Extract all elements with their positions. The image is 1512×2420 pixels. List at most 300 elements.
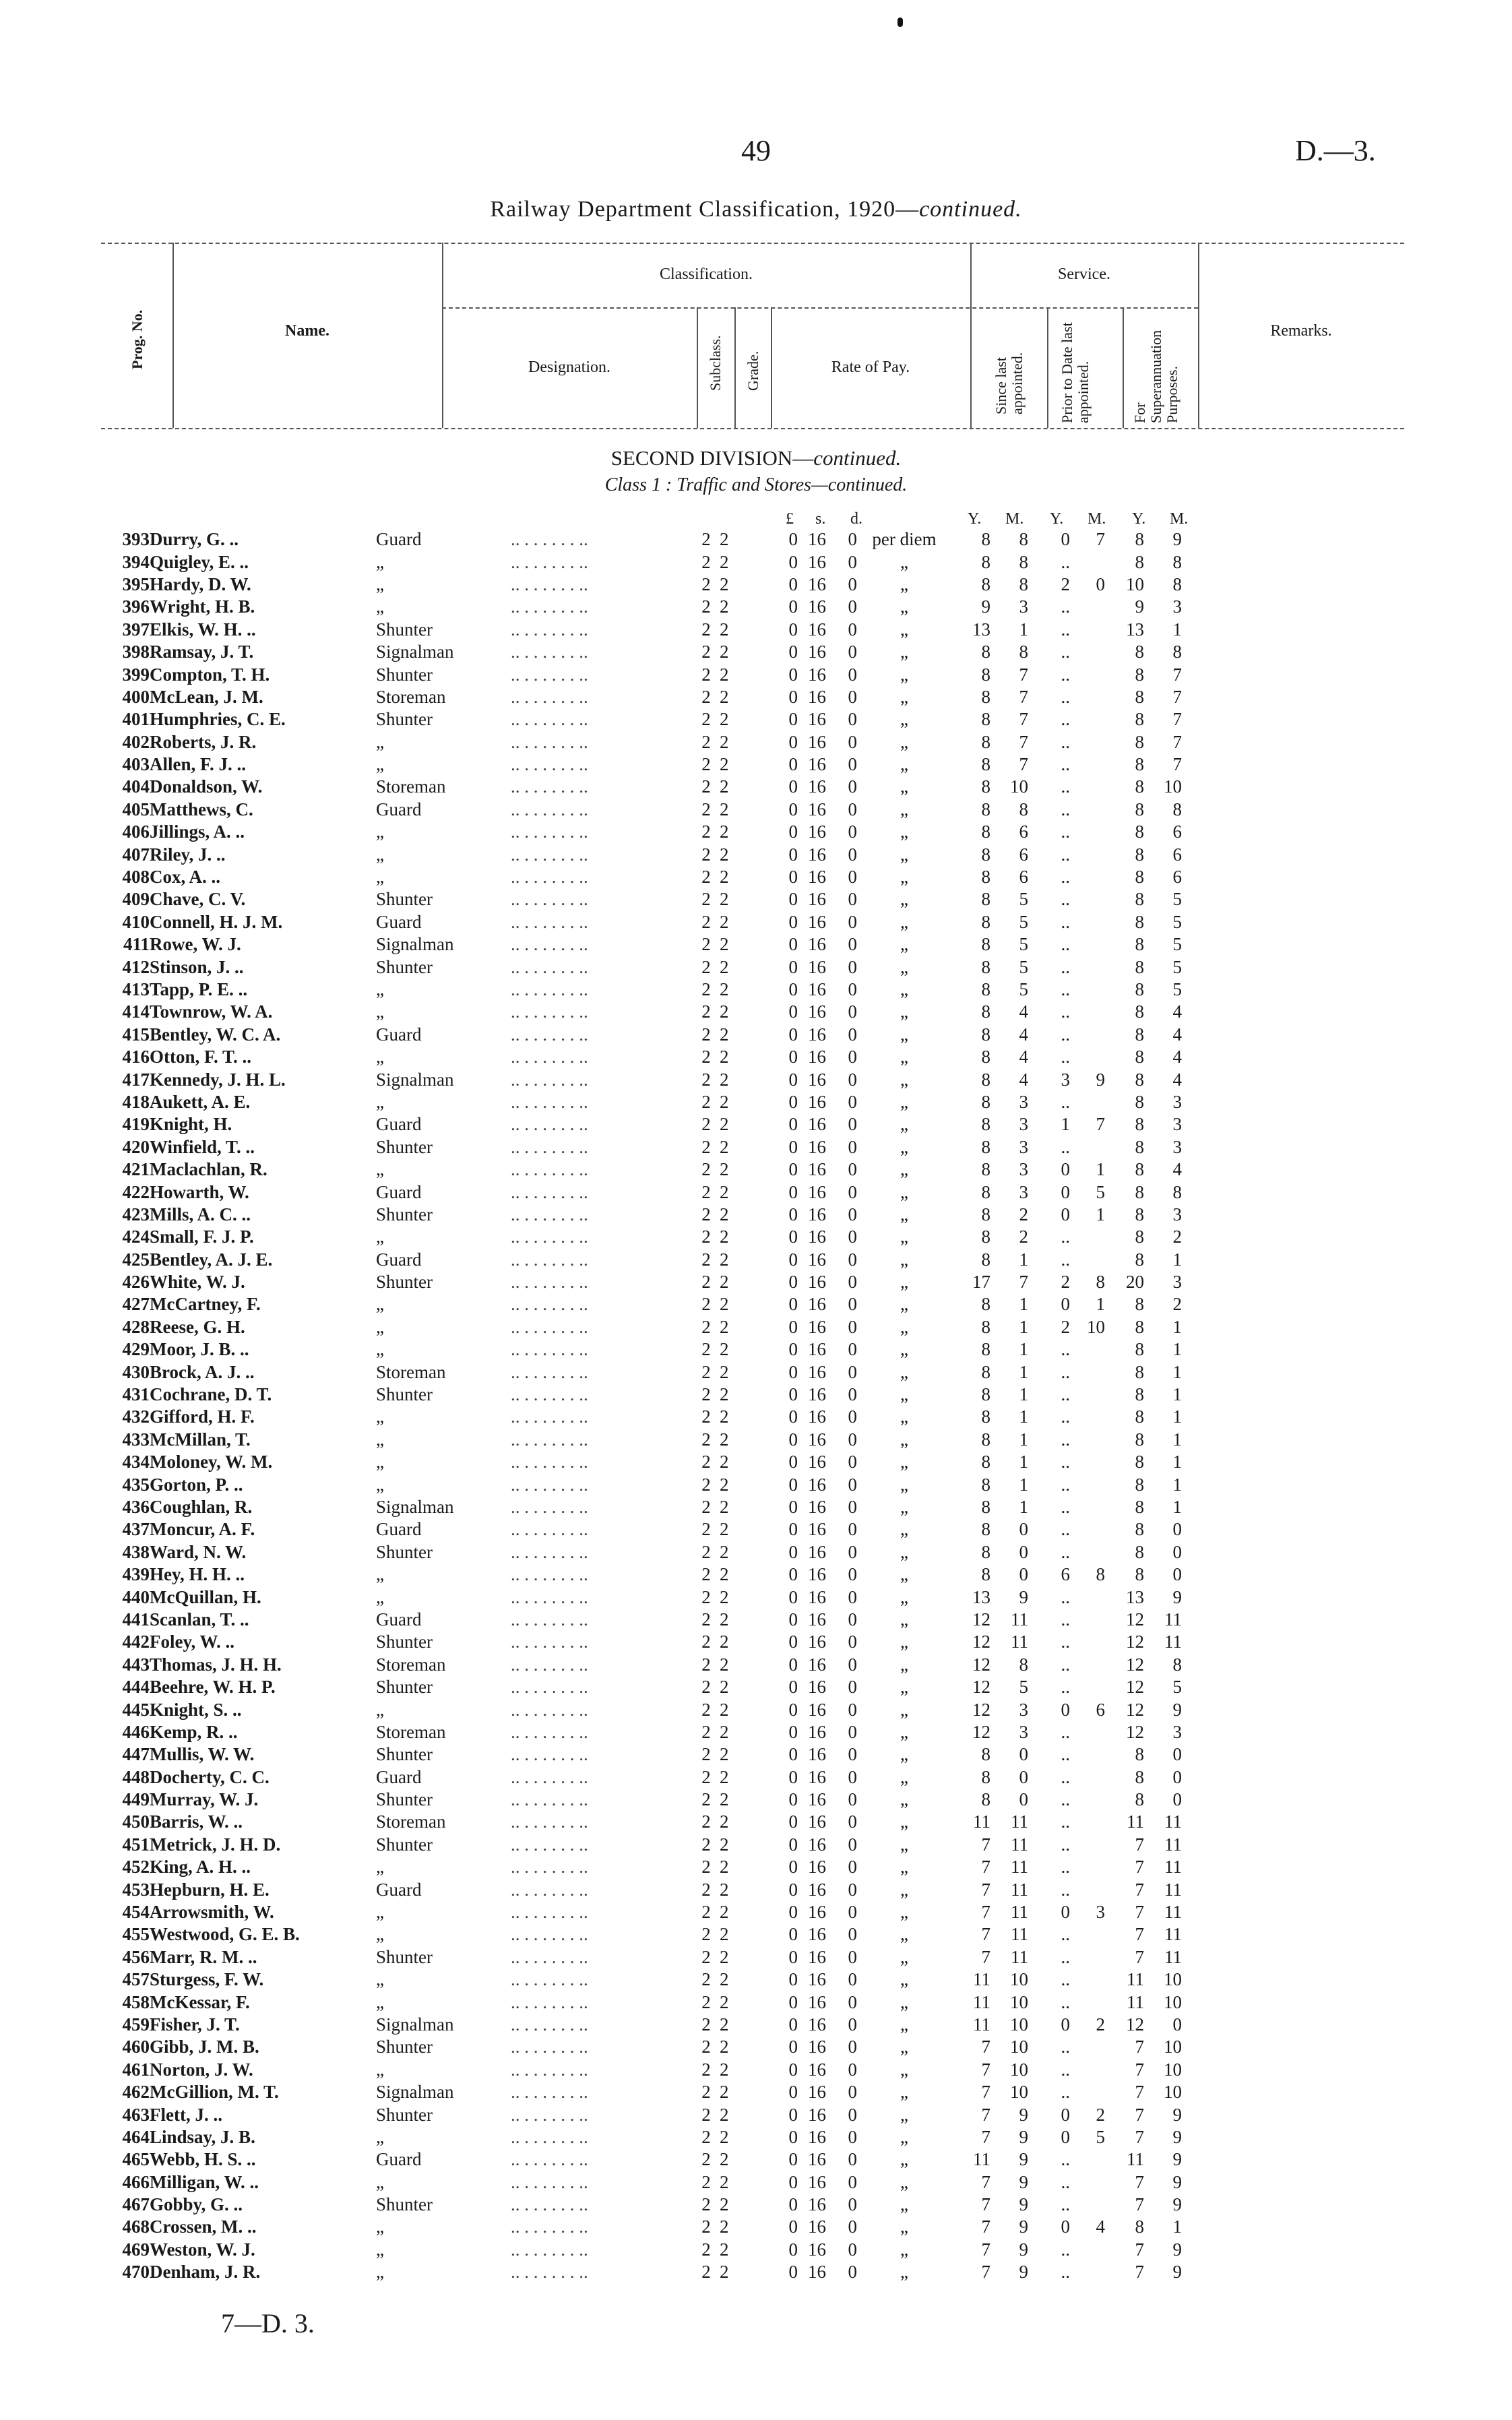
cell-leader-dots: .. . . . . . . .. [511, 1699, 588, 1720]
cell-pence: 0 [848, 1384, 857, 1405]
header-divider [697, 307, 698, 428]
cell-leader-dots: .. . . . . . . .. [511, 1204, 588, 1224]
cell-pence: 0 [848, 596, 857, 617]
cell-pence: 0 [848, 1272, 857, 1293]
cell-name: Mills, A. C. .. [150, 1204, 251, 1224]
cell-per-diem: „ [900, 1474, 908, 1495]
cell-since-months: 8 [1019, 799, 1028, 819]
cell-leader-dots: .. . . . . . . .. [511, 2059, 588, 2080]
cell-designation: „ [376, 1564, 384, 1585]
cell-super-years: 8 [1135, 911, 1144, 932]
cell-super-years: 8 [1135, 1406, 1144, 1427]
cell-shillings: 16 [808, 1609, 826, 1630]
cell-super-months: 0 [1172, 1744, 1182, 1765]
cell-leader-dots: .. . . . . . . .. [511, 2194, 588, 2215]
cell-super-years: 7 [1135, 2104, 1144, 2125]
cell-designation: Shunter [376, 1204, 433, 1224]
cell-shillings: 16 [808, 1452, 826, 1472]
cell-prior-years: .. [1061, 1834, 1070, 1855]
table-row [101, 1901, 1182, 1923]
cell-super-months: 3 [1172, 1114, 1182, 1135]
cell-super-months: 10 [1164, 776, 1182, 797]
cell-prior-years: .. [1061, 2239, 1070, 2260]
cell-per-diem: „ [900, 2059, 908, 2080]
cell-pounds: 0 [788, 799, 798, 819]
cell-per-diem: „ [900, 1879, 908, 1900]
cell-shillings: 16 [808, 1834, 826, 1855]
table-row [101, 2081, 1182, 2103]
cell-name: Donaldson, W. [150, 776, 263, 797]
cell-prior-years: .. [1061, 1339, 1070, 1360]
cell-name: Marr, R. M. .. [150, 1946, 257, 1967]
cell-prior-years: .. [1061, 1091, 1070, 1112]
cell-pounds: 0 [788, 1181, 798, 1202]
cell-super-months: 9 [1172, 2171, 1182, 2192]
cell-since-months: 3 [1019, 1181, 1028, 1202]
cell-prior-years: .. [1061, 1429, 1070, 1450]
cell-since-years: 8 [981, 664, 990, 685]
cell-pounds: 0 [788, 1452, 798, 1472]
cell-since-months: 9 [1019, 2126, 1028, 2147]
cell-pence: 0 [848, 1564, 857, 1585]
cell-pounds: 0 [788, 1541, 798, 1562]
cell-since-months: 1 [1019, 1474, 1028, 1495]
cell-pence: 0 [848, 1811, 857, 1832]
cell-subclass: 2 [701, 686, 711, 707]
table-row [101, 933, 1182, 956]
cell-since-years: 8 [981, 1429, 990, 1450]
cell-name: Gorton, P. .. [150, 1474, 243, 1495]
cell-super-years: 8 [1135, 664, 1144, 685]
cell-leader-dots: .. . . . . . . .. [511, 709, 588, 730]
cell-grade: 2 [720, 1316, 729, 1337]
cell-pence: 0 [848, 1181, 857, 1202]
cell-pounds: 0 [788, 1361, 798, 1382]
cell-prior-years: .. [1061, 1474, 1070, 1495]
cell-prior-years: 0 [1061, 2104, 1070, 2125]
cell-pounds: 0 [788, 1429, 798, 1450]
cell-super-years: 11 [1127, 1811, 1144, 1832]
cell-per-diem: „ [900, 1361, 908, 1382]
cell-since-months: 11 [1011, 1857, 1028, 1878]
cell-prior-months [1070, 619, 1105, 641]
cell-subclass: 2 [701, 2171, 711, 2192]
cell-since-months: 9 [1019, 2104, 1028, 2125]
cell-prior-years: .. [1061, 979, 1070, 999]
cell-super-years: 8 [1135, 844, 1144, 865]
unit-shilling: s. [815, 510, 826, 528]
page-number: 49 [741, 134, 771, 167]
cell-name: Jillings, A. .. [150, 821, 245, 842]
cell-prog-no: 404 [122, 776, 150, 797]
cell-per-diem: „ [900, 1991, 908, 2012]
cell-pounds: 0 [788, 1766, 798, 1787]
cell-grade: 2 [720, 867, 729, 888]
cell-prior-months [1070, 933, 1105, 956]
cell-pence: 0 [848, 1969, 857, 1990]
cell-designation: Shunter [376, 1677, 433, 1698]
table-row [101, 1293, 1182, 1315]
cell-per-diem: „ [900, 2149, 908, 2170]
cell-designation: „ [376, 1991, 384, 2012]
cell-shillings: 16 [808, 1632, 826, 1652]
cell-leader-dots: .. . . . . . . .. [511, 1024, 588, 1045]
cell-super-years: 8 [1135, 1249, 1144, 1270]
cell-designation: Guard [376, 1249, 422, 1270]
cell-since-years: 8 [981, 709, 990, 730]
cell-since-months: 1 [1019, 1294, 1028, 1315]
table-row [101, 888, 1182, 910]
cell-pence: 0 [848, 1294, 857, 1315]
cell-grade: 2 [720, 1586, 729, 1607]
cell-shillings: 16 [808, 1204, 826, 1224]
cell-name: Riley, J. .. [150, 844, 226, 865]
cell-shillings: 16 [808, 1339, 826, 1360]
cell-super-years: 8 [1135, 1361, 1144, 1382]
cell-shillings: 16 [808, 1384, 826, 1405]
cell-since-months: 1 [1019, 1496, 1028, 1517]
cell-name: Wright, H. B. [150, 596, 255, 617]
cell-name: Weston, W. J. [150, 2239, 255, 2260]
cell-name: Townrow, W. A. [150, 1001, 273, 1022]
cell-per-diem: „ [900, 934, 908, 955]
cell-name: Gobby, G. .. [150, 2194, 243, 2215]
cell-super-months: 1 [1172, 1406, 1182, 1427]
cell-name: Flett, J. .. [150, 2104, 222, 2125]
cell-shillings: 16 [808, 934, 826, 955]
cell-leader-dots: .. . . . . . . .. [511, 1541, 588, 1562]
cell-since-months: 9 [1019, 2194, 1028, 2215]
table-row [101, 1923, 1182, 1946]
cell-pounds: 0 [788, 1586, 798, 1607]
cell-pounds: 0 [788, 573, 798, 594]
cell-grade: 2 [720, 1834, 729, 1855]
cell-name: McKessar, F. [150, 1991, 250, 2012]
table-row [101, 1158, 1182, 1181]
cell-since-years: 8 [981, 1159, 990, 1180]
cell-super-months: 1 [1172, 1249, 1182, 1270]
cell-subclass: 2 [701, 1879, 711, 1900]
table-row [101, 1384, 1182, 1406]
cell-prior-months [1070, 1338, 1105, 1361]
cell-leader-dots: .. . . . . . . .. [511, 1091, 588, 1112]
cell-per-diem: „ [900, 664, 908, 685]
cell-prog-no: 441 [122, 1609, 150, 1630]
cell-pence: 0 [848, 686, 857, 707]
cell-since-months: 3 [1019, 1699, 1028, 1720]
cell-leader-dots: .. . . . . . . .. [511, 776, 588, 797]
cell-designation: Shunter [376, 1136, 433, 1157]
cell-prog-no: 442 [122, 1632, 150, 1652]
cell-designation: „ [376, 1047, 384, 1067]
cell-pence: 0 [848, 1227, 857, 1247]
header-divider [734, 307, 736, 428]
cell-designation: „ [376, 551, 384, 572]
cell-subclass: 2 [701, 2194, 711, 2215]
cell-pence: 0 [848, 731, 857, 752]
cell-since-months: 7 [1019, 1272, 1028, 1293]
cell-subclass: 2 [701, 776, 711, 797]
cell-per-diem: „ [900, 642, 908, 662]
cell-leader-dots: .. . . . . . . .. [511, 1811, 588, 1832]
cell-since-months: 2 [1019, 1227, 1028, 1247]
cell-super-years: 12 [1126, 1677, 1144, 1698]
cell-prog-no: 423 [122, 1204, 150, 1224]
unit-pence: d. [850, 510, 862, 528]
cell-since-months: 1 [1019, 1384, 1028, 1405]
cell-super-years: 7 [1135, 1857, 1144, 1878]
cell-super-years: 8 [1135, 731, 1144, 752]
cell-designation: „ [376, 1902, 384, 1923]
cell-since-months: 7 [1019, 709, 1028, 730]
cell-super-years: 7 [1135, 1924, 1144, 1945]
cell-per-diem: „ [900, 867, 908, 888]
cell-leader-dots: .. . . . . . . .. [511, 1677, 588, 1698]
header-since-last: Since last appointed. [993, 352, 1026, 414]
cell-shillings: 16 [808, 1946, 826, 1967]
cell-shillings: 16 [808, 1316, 826, 1337]
cell-since-months: 1 [1019, 1339, 1028, 1360]
cell-name: Allen, F. J. .. [150, 754, 247, 775]
cell-leader-dots: .. . . . . . . .. [511, 1721, 588, 1742]
cell-pence: 0 [848, 2149, 857, 2170]
cell-per-diem: „ [900, 1249, 908, 1270]
cell-prog-no: 435 [122, 1474, 150, 1495]
table-row [101, 1181, 1182, 1203]
cell-since-years: 8 [981, 799, 990, 819]
cell-since-months: 8 [1019, 529, 1028, 550]
cell-shillings: 16 [808, 1249, 826, 1270]
cell-designation: „ [376, 1429, 384, 1450]
cell-prior-years: 6 [1061, 1564, 1070, 1585]
cell-super-months: 3 [1172, 1204, 1182, 1224]
cell-pence: 0 [848, 867, 857, 888]
cell-prior-years: .. [1061, 686, 1070, 707]
cell-subclass: 2 [701, 889, 711, 910]
cell-prog-no: 454 [122, 1902, 150, 1923]
cell-shillings: 16 [808, 1496, 826, 1517]
cell-since-years: 8 [981, 867, 990, 888]
unit-prior-months: M. [1088, 510, 1106, 528]
cell-shillings: 16 [808, 1586, 826, 1607]
cell-since-months: 9 [1019, 2262, 1028, 2283]
cell-since-years: 7 [981, 1946, 990, 1967]
cell-shillings: 16 [808, 1721, 826, 1742]
cell-subclass: 2 [701, 1857, 711, 1878]
cell-since-years: 12 [972, 1654, 990, 1675]
table-row [101, 1968, 1182, 1991]
cell-pence: 0 [848, 1991, 857, 2012]
cell-per-diem: „ [900, 799, 908, 819]
cell-shillings: 16 [808, 1001, 826, 1022]
unit-super-months: M. [1170, 510, 1189, 528]
cell-leader-dots: .. . . . . . . .. [511, 934, 588, 955]
cell-grade: 2 [720, 956, 729, 977]
cell-since-years: 8 [981, 821, 990, 842]
cell-name: Murray, W. J. [150, 1789, 259, 1810]
cell-super-years: 8 [1135, 686, 1144, 707]
cell-pounds: 0 [788, 642, 798, 662]
cell-prior-months [1070, 2081, 1105, 2103]
cell-name: McCartney, F. [150, 1294, 261, 1315]
cell-prior-years: .. [1061, 1632, 1070, 1652]
cell-prior-years: .. [1061, 2082, 1070, 2103]
cell-since-years: 7 [981, 2059, 990, 2080]
cell-since-months: 6 [1019, 844, 1028, 865]
cell-prog-no: 422 [122, 1181, 150, 1202]
cell-per-diem: „ [900, 1429, 908, 1450]
cell-leader-dots: .. . . . . . . .. [511, 956, 588, 977]
cell-designation: „ [376, 2239, 384, 2260]
table-row [101, 2126, 1182, 2148]
cell-since-months: 5 [1019, 956, 1028, 977]
cell-per-diem: „ [900, 1001, 908, 1022]
cell-prior-months [1070, 843, 1105, 865]
cell-designation: Guard [376, 1114, 422, 1135]
cell-name: Webb, H. S. .. [150, 2149, 256, 2170]
cell-name: Westwood, G. E. B. [150, 1924, 300, 1945]
cell-since-years: 8 [981, 1789, 990, 1810]
cell-prior-years: .. [1061, 642, 1070, 662]
cell-designation: „ [376, 731, 384, 752]
cell-designation: Guard [376, 911, 422, 932]
cell-super-months: 3 [1172, 1721, 1182, 1742]
cell-name: Bentley, W. C. A. [150, 1024, 281, 1045]
cell-subclass: 2 [701, 1991, 711, 2012]
cell-leader-dots: .. . . . . . . .. [511, 1227, 588, 1247]
cell-grade: 2 [720, 1024, 729, 1045]
cell-super-months: 7 [1172, 686, 1182, 707]
cell-shillings: 16 [808, 2082, 826, 2103]
cell-per-diem: „ [900, 911, 908, 932]
cell-super-years: 8 [1135, 889, 1144, 910]
class-heading: Class 1 : Traffic and Stores—continued. [604, 474, 908, 495]
cell-since-years: 8 [981, 1496, 990, 1517]
cell-super-months: 1 [1172, 619, 1182, 640]
table-row [101, 1001, 1182, 1023]
cell-prior-months [1070, 663, 1105, 685]
cell-prior-years: .. [1061, 1249, 1070, 1270]
cell-prior-months [1070, 1429, 1105, 1451]
cell-super-years: 8 [1135, 529, 1144, 550]
cell-grade: 2 [720, 1159, 729, 1180]
cell-shillings: 16 [808, 1857, 826, 1878]
cell-super-months: 5 [1172, 889, 1182, 910]
cell-shillings: 16 [808, 596, 826, 617]
cell-designation: „ [376, 2216, 384, 2237]
cell-prog-no: 427 [122, 1294, 150, 1315]
cell-since-months: 4 [1019, 1069, 1028, 1090]
cell-grade: 2 [720, 1204, 729, 1224]
cell-prior-years: .. [1061, 1519, 1070, 1540]
cell-prog-no: 468 [122, 2216, 150, 2237]
cell-name: Bentley, A. J. E. [150, 1249, 273, 1270]
cell-shillings: 16 [808, 642, 826, 662]
title-main: Railway Department Classification, 1920— [490, 197, 920, 222]
cell-designation: Shunter [376, 1834, 433, 1855]
table-row [101, 1046, 1182, 1068]
cell-grade: 2 [720, 1677, 729, 1698]
cell-since-years: 8 [981, 1227, 990, 1247]
cell-grade: 2 [720, 1001, 729, 1022]
cell-shillings: 16 [808, 2059, 826, 2080]
cell-leader-dots: .. . . . . . . .. [511, 1384, 588, 1405]
cell-super-months: 8 [1172, 551, 1182, 572]
cell-pence: 0 [848, 1024, 857, 1045]
cell-leader-dots: .. . . . . . . .. [511, 529, 588, 550]
cell-pence: 0 [848, 709, 857, 730]
cell-name: Matthews, C. [150, 799, 253, 819]
cell-super-years: 8 [1135, 1159, 1144, 1180]
table-row [101, 1091, 1182, 1113]
cell-pounds: 0 [788, 2082, 798, 2103]
cell-prog-no: 462 [122, 2082, 150, 2103]
cell-super-years: 8 [1135, 1024, 1144, 1045]
cell-leader-dots: .. . . . . . . .. [511, 1047, 588, 1067]
cell-designation: „ [376, 2126, 384, 2147]
cell-shillings: 16 [808, 2149, 826, 2170]
cell-pence: 0 [848, 1857, 857, 1878]
cell-since-months: 3 [1019, 596, 1028, 617]
cell-subclass: 2 [701, 1902, 711, 1923]
cell-subclass: 2 [701, 1204, 711, 1224]
cell-prior-years: .. [1061, 1969, 1070, 1990]
cell-grade: 2 [720, 619, 729, 640]
cell-pounds: 0 [788, 596, 798, 617]
cell-prior-years: 0 [1061, 1699, 1070, 1720]
cell-designation: Storeman [376, 1654, 446, 1675]
cell-super-months: 0 [1172, 1519, 1182, 1540]
header-subclass: Subclass. [707, 335, 724, 391]
table-row [101, 1316, 1182, 1338]
cell-leader-dots: .. . . . . . . .. [511, 1294, 588, 1315]
cell-since-years: 11 [973, 1969, 990, 1990]
cell-prior-months [1070, 731, 1105, 753]
cell-prior-months [1070, 1046, 1105, 1068]
cell-designation: Signalman [376, 2082, 454, 2103]
cell-pence: 0 [848, 821, 857, 842]
cell-super-months: 0 [1172, 1789, 1182, 1810]
cell-super-months: 6 [1172, 821, 1182, 842]
cell-name: Elkis, W. H. .. [150, 619, 256, 640]
cell-subclass: 2 [701, 1001, 711, 1022]
cell-grade: 2 [720, 1789, 729, 1810]
table-row [101, 1811, 1182, 1833]
cell-name: Hardy, D. W. [150, 573, 251, 594]
cell-grade: 2 [720, 573, 729, 594]
cell-since-months: 9 [1019, 2149, 1028, 2170]
cell-pence: 0 [848, 911, 857, 932]
cell-grade: 2 [720, 1294, 729, 1315]
cell-designation: „ [376, 1924, 384, 1945]
cell-prior-months [1070, 1721, 1105, 1743]
cell-prior-months: 3 [1096, 1902, 1105, 1923]
table-row [101, 1361, 1182, 1383]
cell-prior-years: 0 [1061, 2216, 1070, 2237]
cell-since-years: 8 [981, 1452, 990, 1472]
cell-super-years: 8 [1135, 1001, 1144, 1022]
table-row [101, 1496, 1182, 1518]
cell-prior-years: .. [1061, 709, 1070, 730]
cell-leader-dots: .. . . . . . . .. [511, 619, 588, 640]
cell-since-years: 8 [981, 1091, 990, 1112]
cell-since-months: 7 [1019, 731, 1028, 752]
cell-prior-months [1070, 1451, 1105, 1473]
cell-grade: 2 [720, 2194, 729, 2215]
cell-prior-years: .. [1061, 1136, 1070, 1157]
cell-name: Kemp, R. .. [150, 1721, 238, 1742]
cell-grade: 2 [720, 2216, 729, 2237]
